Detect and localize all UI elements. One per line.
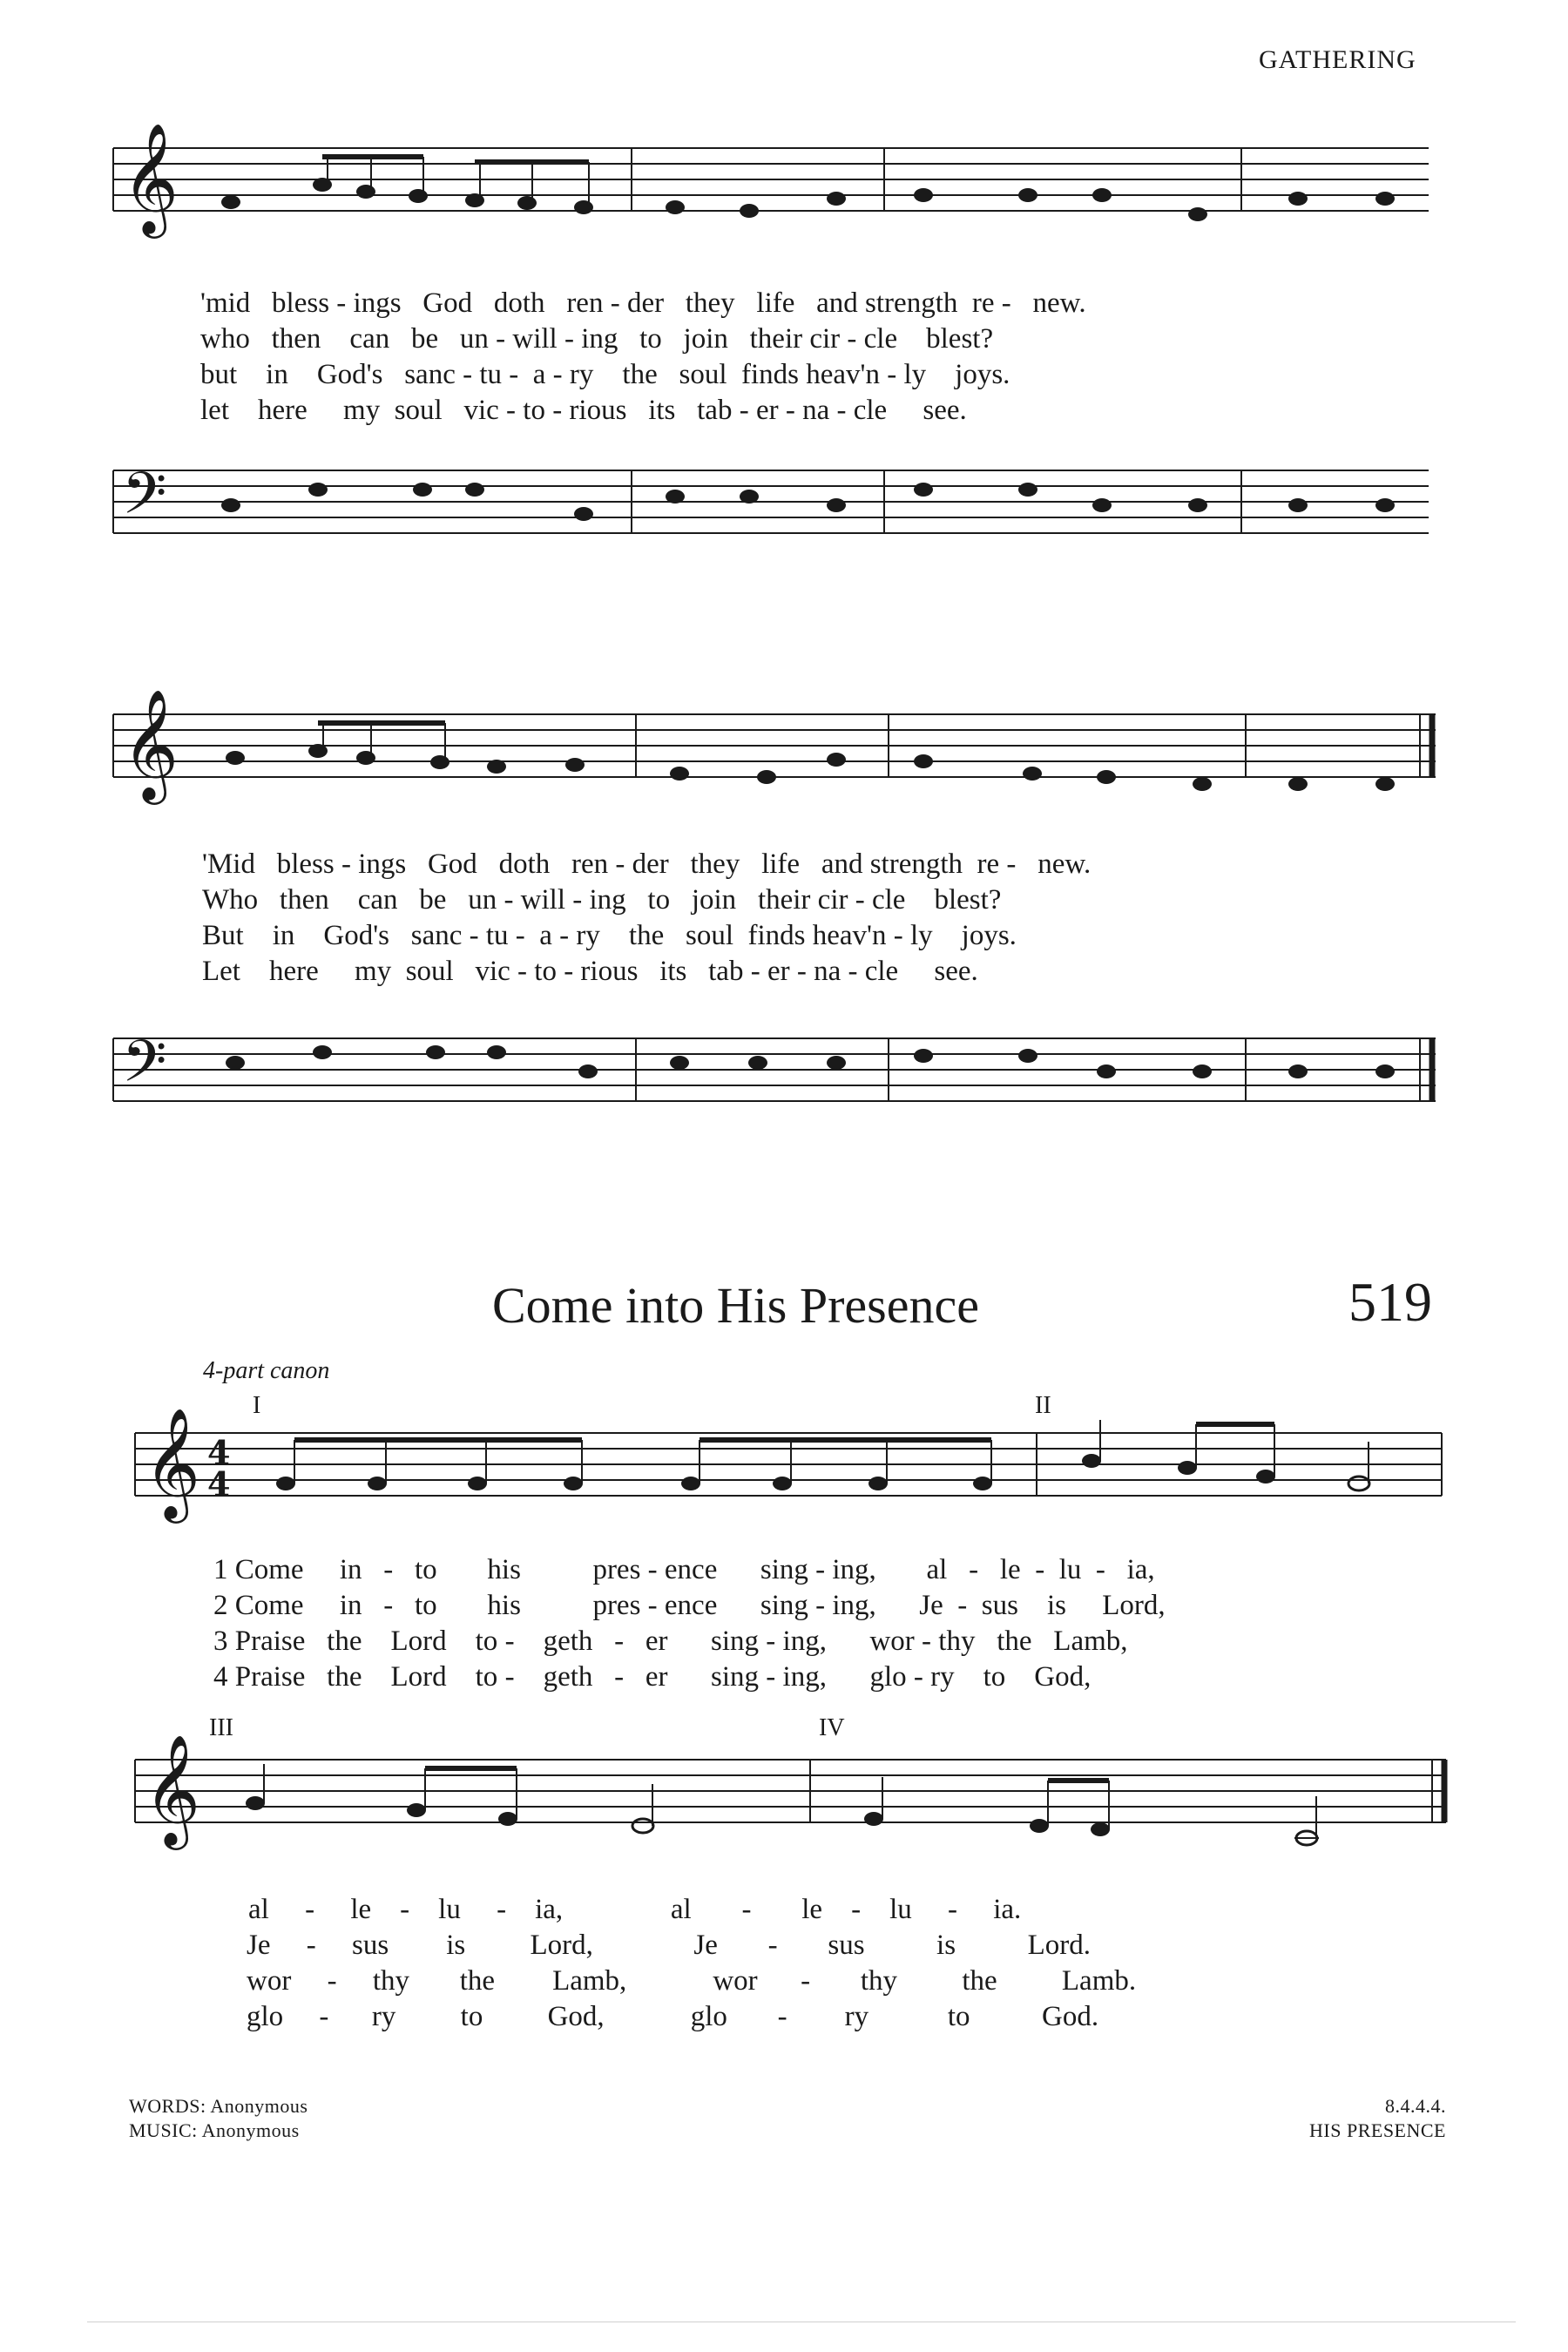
svg-text:4: 4	[207, 1433, 231, 1472]
canon-direction: 4-part canon	[203, 1357, 330, 1384]
lyric-line: But in God's sanc - tu - a - ry the soul finds heav'n - ly joys.	[202, 920, 1017, 951]
svg-text:𝄞: 𝄞	[122, 688, 179, 800]
svg-text:𝄞: 𝄞	[122, 122, 179, 233]
verse-line: 3 Praise the Lord to - geth - er sing - ing, wor - thy the Lamb,	[213, 1625, 1128, 1657]
lyric-line: Let here my soul vic - to - rious its tab - er - na - cle see.	[202, 956, 978, 987]
canon-part-marker: II	[1035, 1392, 1051, 1419]
hymn-number: 519	[1348, 1271, 1432, 1333]
svg-text:𝄞: 𝄞	[144, 1407, 201, 1518]
canon-staff-1	[0, 1407, 1568, 1538]
svg-text:𝄢: 𝄢	[122, 460, 167, 541]
svg-text:4: 4	[207, 1464, 231, 1504]
svg-text:𝄞: 𝄞	[144, 1734, 201, 1845]
verse-line: al - le - lu - ia, al - le - lu - ia.	[248, 1894, 1022, 1925]
tune-name: HIS PRESENCE	[1309, 2119, 1446, 2141]
verse-line: glo - ry to God, glo - ry to God.	[247, 2001, 1099, 2032]
lyric-line: 'mid bless - ings God doth ren - der they life and strength re - new.	[200, 287, 1086, 319]
lyric-line: but in God's sanc - tu - a - ry the soul finds heav'n - ly joys.	[200, 359, 1010, 390]
lyric-line: 'Mid bless - ings God doth ren - der they life and strength re - new.	[202, 848, 1092, 880]
verse-line: wor - thy the Lamb, wor - thy the Lamb.	[247, 1965, 1137, 1997]
svg-text:𝄢: 𝄢	[122, 1028, 167, 1109]
words-credit: WORDS: Anonymous	[129, 2095, 308, 2117]
section-heading: GATHERING	[1259, 45, 1416, 74]
canon-part-marker: IV	[819, 1714, 845, 1741]
music-credit: MUSIC: Anonymous	[129, 2119, 300, 2141]
verse-line: 4 Praise the Lord to - geth - er sing - ing, glo - ry to God,	[213, 1661, 1092, 1693]
verse-line: 1 Come in - to his pres - ence sing - ing, al - le - lu - ia,	[213, 1554, 1155, 1585]
lyric-line: who then can be un - will - ing to join their cir - cle blest?	[200, 323, 994, 355]
canon-staff-2	[0, 1734, 1568, 1864]
hymn-title: Come into His Presence	[492, 1277, 979, 1334]
verse-line: 2 Come in - to his pres - ence sing - ing, Je - sus is Lord,	[213, 1590, 1166, 1621]
verse-line: Je - sus is Lord, Je - sus is Lord.	[247, 1930, 1091, 1961]
meter: 8.4.4.4.	[1385, 2095, 1446, 2117]
lyric-line: let here my soul vic - to - rious its tab - er - na - cle see.	[200, 395, 967, 426]
credits	[129, 2094, 308, 2143]
canon-part-marker: I	[253, 1392, 261, 1419]
canon-part-marker: III	[209, 1714, 233, 1741]
lyric-line: Who then can be un - will - ing to join their cir - cle blest?	[202, 884, 1002, 916]
tune-info	[1220, 2094, 1446, 2143]
